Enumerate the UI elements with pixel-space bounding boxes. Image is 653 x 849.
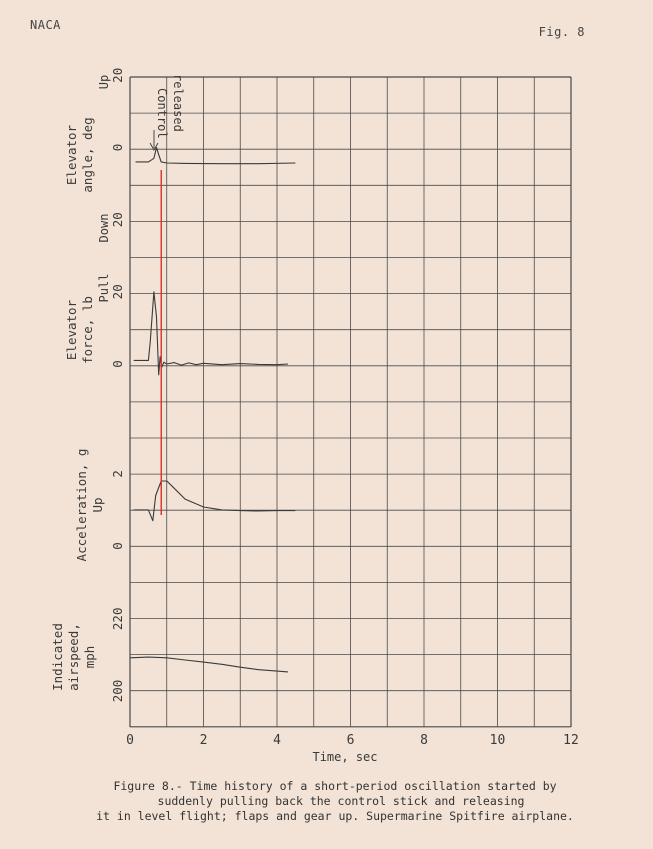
annotation-control: Control xyxy=(155,88,169,139)
x-tick-label: 2 xyxy=(199,733,208,748)
y-tick-label: 20 xyxy=(110,67,125,83)
y-axis-label: mph xyxy=(82,645,97,669)
y-tick-label: 220 xyxy=(110,607,125,631)
x-tick-label: 12 xyxy=(563,733,579,748)
y-axis-label: Elevator xyxy=(64,124,79,186)
y-axis-label: Elevator xyxy=(64,299,79,361)
y-axis-label: Acceleration, g xyxy=(74,448,89,562)
x-tick-label: 10 xyxy=(489,733,506,748)
series-line-airspeed xyxy=(130,657,288,672)
y-tick-label: 2 xyxy=(110,470,125,478)
series-line-elevator-force xyxy=(134,292,288,375)
series-line-acceleration xyxy=(134,481,296,521)
y-axis-label: Indicated xyxy=(50,623,65,691)
y-axis-label: airspeed, xyxy=(66,623,81,691)
x-tick-label: 6 xyxy=(346,733,355,748)
y-tick-label: 20 xyxy=(110,284,125,300)
caption-line-3: it in level flight; flaps and gear up. Supermarine Spitfire airplane. xyxy=(96,809,574,823)
figure-caption xyxy=(40,779,630,824)
y-axis-label: force, lb xyxy=(80,296,95,364)
chart-grid xyxy=(130,77,571,727)
caption-line-2: suddenly pulling back the control stick and releasing xyxy=(157,794,525,808)
x-axis-label: Time, sec xyxy=(312,750,378,764)
y-tick-label: 0 xyxy=(110,360,125,368)
caption-line-1: Figure 8.- Time history of a short-period oscillation started by xyxy=(113,779,557,793)
x-tick-label: 4 xyxy=(273,733,281,748)
x-tick-label: 0 xyxy=(126,733,134,748)
y-axis-label: Up xyxy=(90,497,105,513)
x-tick-label: 8 xyxy=(420,733,428,748)
y-tick-label: 20 xyxy=(110,212,125,228)
side-label-up: Up xyxy=(97,74,111,90)
side-label-up: Pull xyxy=(97,273,111,303)
annotation-released: released xyxy=(171,74,185,132)
y-tick-label: 200 xyxy=(110,679,125,703)
side-label-down: Down xyxy=(97,213,111,243)
header-right: Fig. 8 xyxy=(538,25,585,39)
y-tick-label: 0 xyxy=(110,542,125,550)
y-axis-label: angle, deg xyxy=(80,117,95,193)
header-left: NACA xyxy=(30,18,61,32)
series-line-elevator-angle xyxy=(136,148,296,164)
y-tick-label: 0 xyxy=(110,143,125,152)
